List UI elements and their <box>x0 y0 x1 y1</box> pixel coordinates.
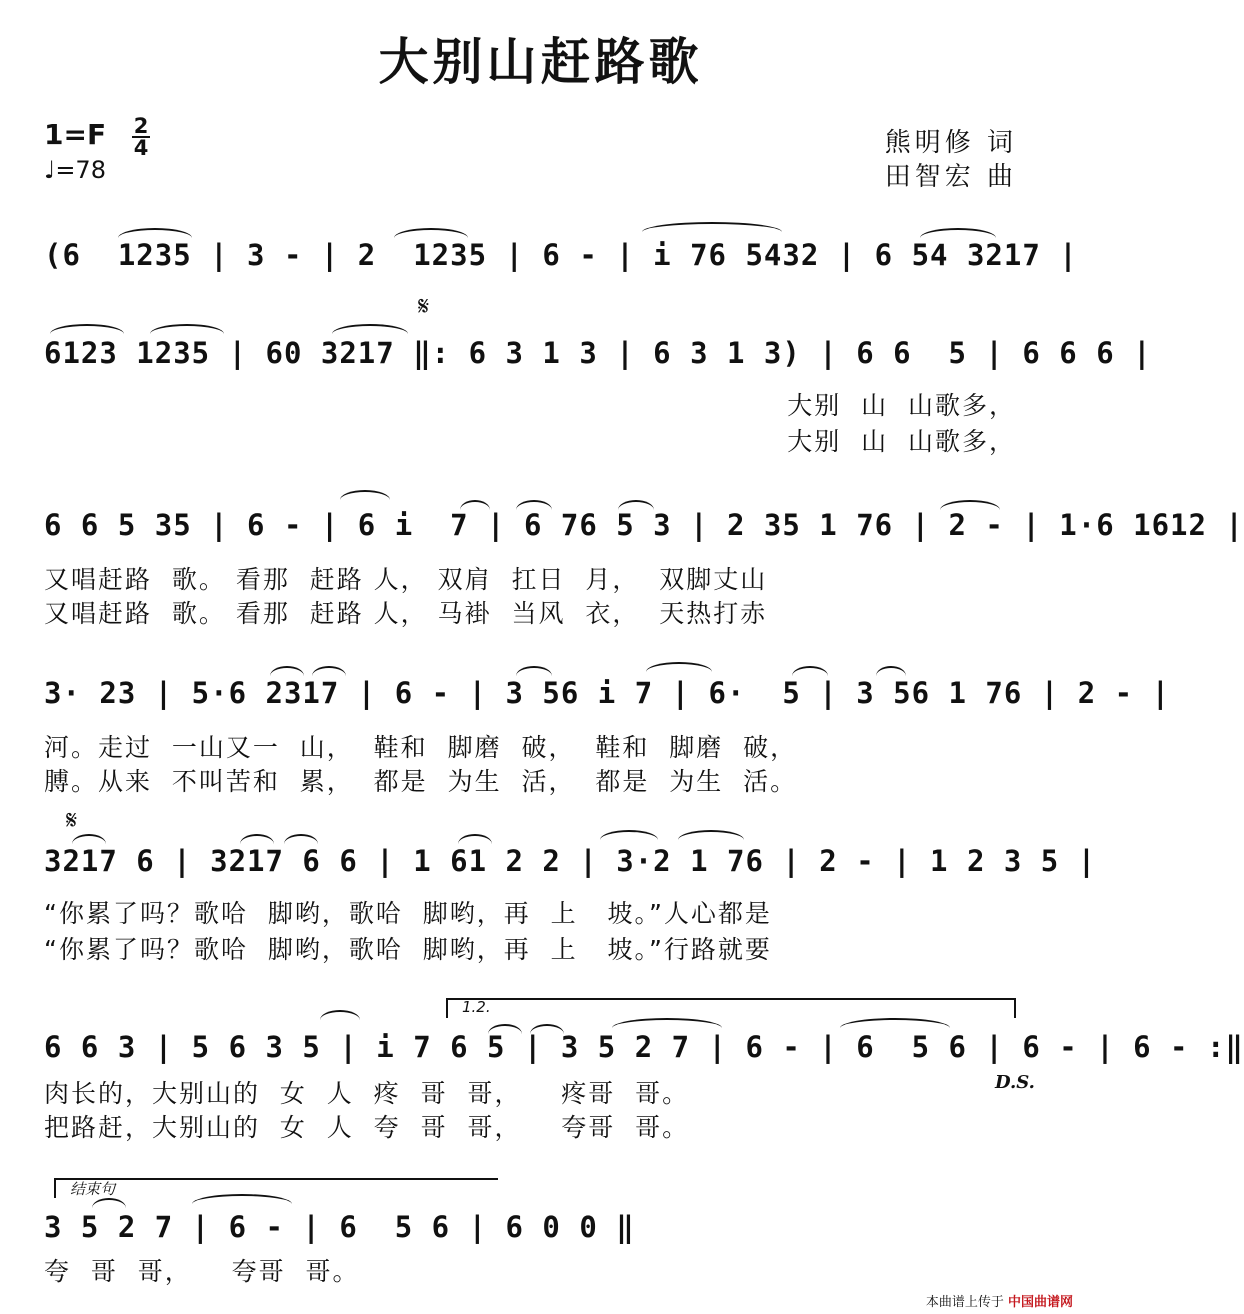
slur-arc <box>940 500 1000 520</box>
tie-arc <box>192 1194 292 1214</box>
lyric-line-3a: 又唱赶路 歌。 看那 赶路 人， 双肩 扛日 月， 双脚丈山 <box>44 565 768 594</box>
slur-arc <box>312 666 346 686</box>
lyric-line-2b: 大别 山 山歌多， <box>787 427 1016 456</box>
slur-arc <box>516 666 552 686</box>
slur-arc <box>646 662 712 682</box>
lyric-line-6a: 肉长的，大别山的 女 人 疼 哥 哥， 疼哥 哥。 <box>44 1079 690 1108</box>
slur-arc <box>920 228 996 248</box>
slur-arc <box>876 666 906 686</box>
slur-arc <box>340 490 390 510</box>
tie-arc <box>840 1018 950 1038</box>
notation-line-4: 3· 23 | 5·6 2317 | 6 - | 3 56 i 7 | 6· 5 | 3 56 1 76 | 2 - | <box>44 676 1171 710</box>
upload-footer <box>926 1291 1073 1310</box>
lyric-line-6b: 把路赶，大别山的 女 人 夸 哥 哥， 夸哥 哥。 <box>44 1113 690 1142</box>
ds-marking: D.S. <box>995 1072 1035 1093</box>
slur-arc <box>92 1198 126 1218</box>
lyric-line-5a: “你累了吗？歌哈 脚哟，歌哈 脚哟，再 上 坡。”人心都是 <box>44 899 772 928</box>
slur-arc <box>516 500 552 520</box>
slur-arc <box>600 830 658 850</box>
slur-arc <box>678 830 744 850</box>
slur-arc <box>118 228 192 248</box>
time-signature-top: 2 <box>133 114 149 138</box>
slur-arc <box>270 666 304 686</box>
notation-line-6: 6 6 3 | 5 6 3 5 | i 7 6 5 | 3 5 2 7 | 6 - | 6 5 6 | 6 - | 6 - :‖ <box>44 1030 1244 1064</box>
volta-bracket <box>446 998 1016 1018</box>
slur-arc <box>460 500 490 520</box>
notation-line-1: (6 1235 | 3 - | 2 1235 | 6 - | i 76 5432 | 6 54 3217 | <box>44 238 1078 272</box>
slur-arc <box>642 222 782 242</box>
time-signature-bottom: 4 <box>133 136 149 160</box>
lyric-line-7: 夸 哥 哥， 夸哥 哥。 <box>44 1257 360 1286</box>
lyric-line-2a: 大别 山 山歌多， <box>787 391 1016 420</box>
slur-arc <box>332 324 408 344</box>
time-signature <box>130 116 152 158</box>
lyric-line-5b: “你累了吗？歌哈 脚哟，歌哈 脚哟，再 上 坡。”行路就要 <box>44 935 772 964</box>
notation-line-7: 3 5 2 7 | 6 - | 6 5 6 | 6 0 0 ‖ <box>44 1210 635 1244</box>
slur-arc <box>50 324 124 344</box>
lyric-line-4b: 膊。从来 不叫苦和 累， 都是 为生 活， 都是 为生 活。 <box>44 767 798 796</box>
lyric-line-3b: 又唱赶路 歌。 看那 赶路 人， 马褂 当风 衣， 天热打赤 <box>44 599 768 628</box>
segno-sign: 𝄋 <box>66 806 78 836</box>
slur-arc <box>530 1024 564 1044</box>
coda-label: 结束句 <box>70 1180 116 1198</box>
composer-credit: 田智宏 曲 <box>884 162 1017 192</box>
segno-sign: 𝄋 <box>418 292 430 322</box>
coda-bracket <box>54 1178 498 1198</box>
tempo-marking: ♩=78 <box>44 156 106 184</box>
tie-arc <box>612 1018 722 1038</box>
slur-arc <box>240 834 274 854</box>
song-title: 大别山赶路歌 <box>378 33 703 91</box>
slur-arc <box>792 666 828 686</box>
slur-arc <box>488 1024 522 1044</box>
notation-line-2: 6123 1235 | 60 3217 ‖: 6 3 1 3 | 6 3 1 3) | 6 6 5 | 6 6 6 | <box>44 336 1152 370</box>
lyric-line-4a: 河。走过 一山又一 山， 鞋和 脚磨 破， 鞋和 脚磨 破， <box>44 733 798 762</box>
footer-brand[interactable]: 中国曲谱网 <box>1007 1295 1073 1310</box>
notation-line-5: 3217 6 | 3217 6 6 | 1 61 2 2 | 3·2 1 76 | 2 - | 1 2 3 5 | <box>44 844 1097 878</box>
footer-text: 本曲谱上传于 <box>925 1295 1004 1310</box>
notation-line-3: 6 6 5 35 | 6 - | 6 i 7 | 6 76 5 3 | 2 35 1 76 | 2 - | 1·6 1612 | <box>44 508 1244 542</box>
slur-arc <box>394 228 468 248</box>
slur-arc <box>458 834 492 854</box>
slur-arc <box>150 324 224 344</box>
lyricist-credit: 熊明修 词 <box>884 128 1017 158</box>
slur-arc <box>72 834 106 854</box>
slur-arc <box>284 834 318 854</box>
slur-arc <box>618 500 654 520</box>
volta-label: 1.2. <box>462 998 491 1016</box>
key-signature: 1=F <box>44 118 107 151</box>
slur-arc <box>320 1010 360 1030</box>
